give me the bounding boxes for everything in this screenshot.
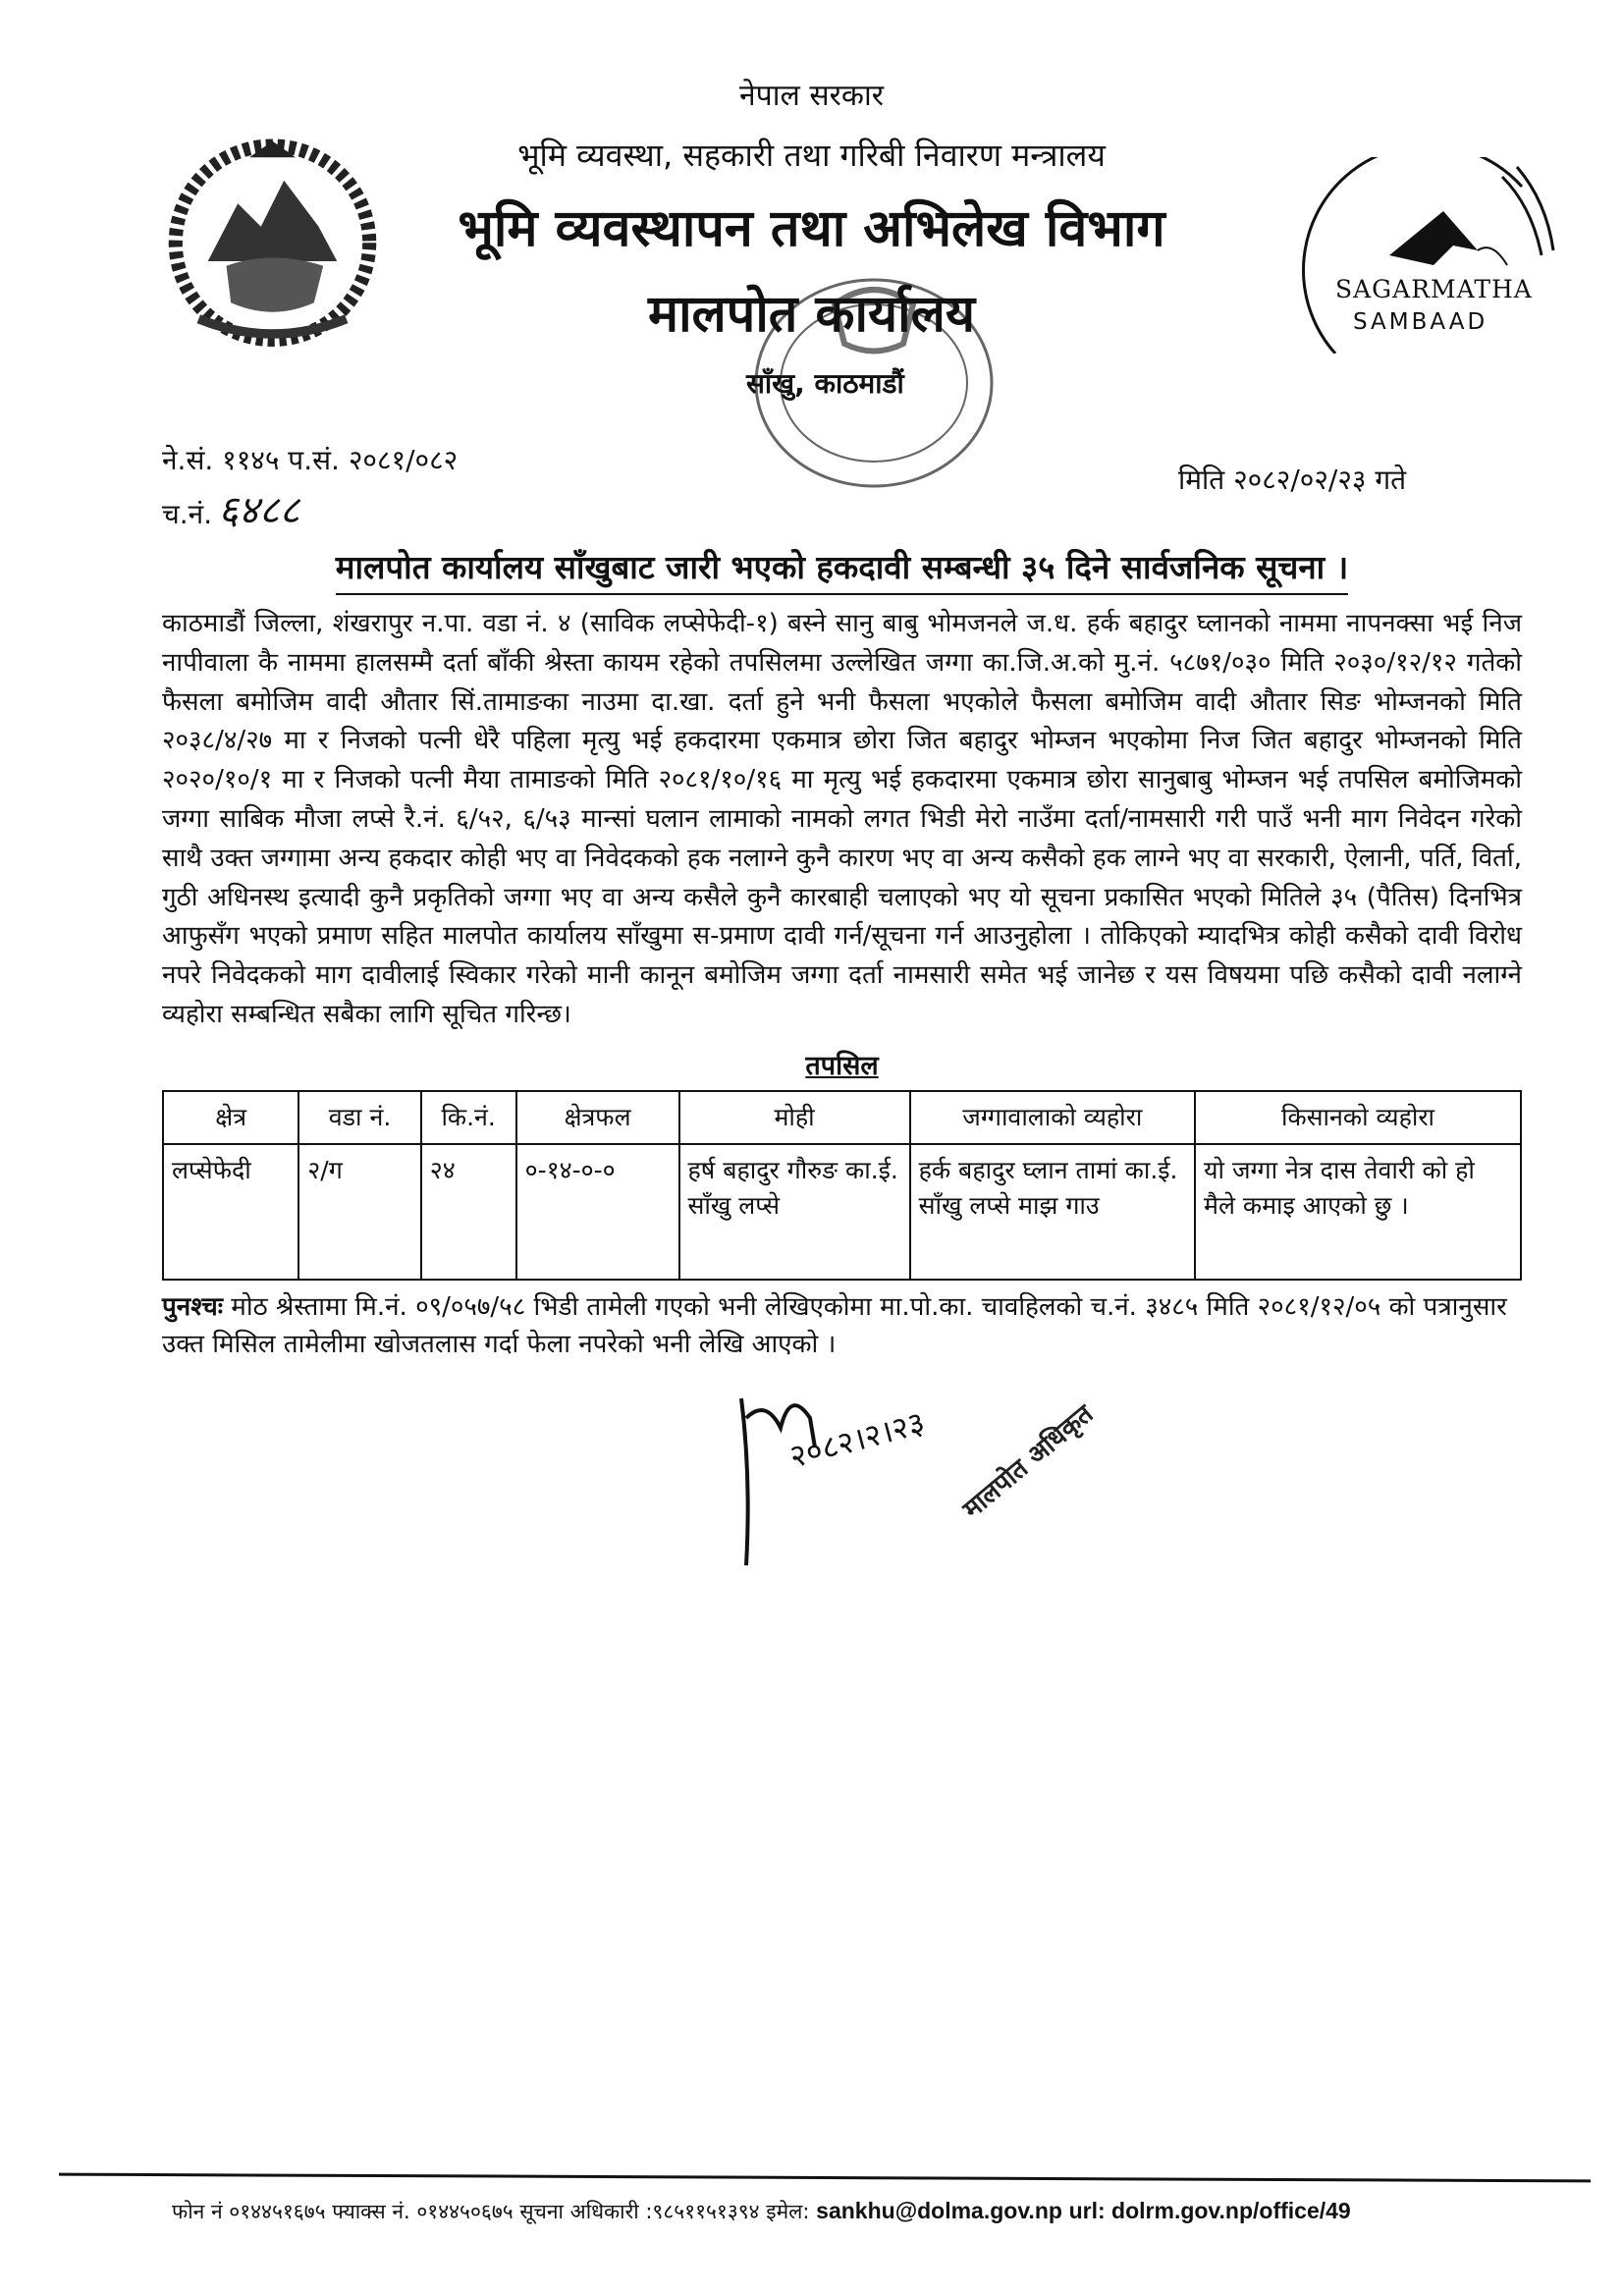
footer-url: url: dolrm.gov.np/office/49 bbox=[1068, 2198, 1351, 2223]
issue-date: मिति २०८२/०२/२३ गते bbox=[1178, 464, 1407, 496]
table-cell: २/ग bbox=[298, 1144, 420, 1280]
column-header: क्षेत्र bbox=[163, 1091, 298, 1144]
postscript-label: पुनश्चः bbox=[162, 1291, 224, 1322]
footer-phone: फोन नं ०१४४५१६७५ bbox=[172, 2200, 326, 2223]
column-header: जग्गावालाको व्यहोरा bbox=[910, 1091, 1195, 1144]
footer-divider bbox=[59, 2173, 1591, 2183]
schedule-table bbox=[162, 1090, 1522, 1281]
notice-body: काठमाडौं जिल्ला, शंखरापुर न.पा. वडा नं. ४ (साविक लप्सेफेदी-१) बस्ने सानु बाबु भोमजनले ज.ध. हर्क बहादुर घ्लानको नाममा नापनक्सा भई निज नापीवाला कै नाममा हालसम्मै दर्ता बाँकी श्रेस्ता कायम रहेको तपसिलमा उल्लेखित जग्गा का.जि.अ.को मु.नं. ५८७१/०३० मिति २०३०/१२/१२ गतेको फैसला बमोजिम वादी औतार सिं.तामाङका नाउमा दा.खा. दर्ता हुने भनी फैसला भएकोले फैसला बमोजिम वादी औतार सिङ भोम्जनको मिति २०३८/४/२७ मा र निजको पत्नी धेरै पहिला मृत्यु भई हकदारमा एकमात्र छोरा जित बहादुर भोम्जन भएकोमा निज जित बहादुर भोम्जनको मिति २०२०/१०/१ मा र निजको पत्नी मैया तामाङको मिति २०८१/१०/१६ मा मृत्यु भई हकदारमा एकमात्र छोरा सानुबाबु भोम्जन भई तपसिल बमोजिमको जग्गा साबिक मौजा लप्से रै.नं. ६/५२, ६/५३ मान्सां घलान लामाको नामको लगत भिडी मेरो नाउँमा दर्ता/नामसारी गरी पाउँ भनी माग निवेदन गरेको साथै उक्त जग्गामा अन्य हकदार कोही भए वा निवेदकको हक नलाग्ने कुनै कारण भए वा अन्य कसैको हक लाग्ने भए वा सरकारी, ऐलानी, पर्ति, विर्ता, गुठी अधिनस्थ इत्यादी कुनै प्रकृतिको जग्गा भए वा अन्य कसैले कुनै कारबाही चलाएको भए यो सूचना प्रकासित भएको मितिले ३५ (पैतिस) दिनभित्र आफुसँग भएको प्रमाण सहित मालपोत कार्यालय साँखुमा स-प्रमाण दावी गर्न/सूचना गर्न आउनुहोला । तोकिएको म्यादभित्र कोही कसैको दावी विरोध नपरे निवेदकको माग दावीलाई स्विकार गरेको मानी कानून बमोजिम जग्गा दर्ता नामसारी समेत भई जानेछ र यस विषयमा पछि कसैको दावी नलाग्ने व्यहोरा सम्बन्धित सबैका लागि सूचित गरिन्छ। bbox=[162, 609, 1523, 1029]
footer-info-officer: सूचना अधिकारी :९८५११५१३९४ bbox=[519, 2200, 760, 2223]
column-header: कि.नं. bbox=[421, 1091, 516, 1144]
signature-date: २०८२।२।२३ bbox=[785, 1402, 929, 1476]
column-header: क्षेत्रफल bbox=[516, 1091, 679, 1144]
reference-number: ने.सं. ११४५ प.सं. २०८१/०८२ bbox=[162, 444, 459, 476]
chalan-value: ६४८८ bbox=[218, 488, 300, 533]
column-header: मोही bbox=[679, 1091, 910, 1144]
postscript bbox=[162, 1288, 1522, 1363]
table-row bbox=[163, 1144, 1521, 1280]
footer-contact bbox=[172, 2196, 1351, 2226]
table-header-row bbox=[163, 1091, 1521, 1144]
notice-content bbox=[162, 546, 1522, 1575]
logo-text-sagarmatha: SAGARMATHA bbox=[1335, 275, 1533, 303]
logo-text-sambaad: SAMBAAD bbox=[1353, 309, 1488, 335]
table-cell: यो जग्गा नेत्र दास तेवारी को हो मैले कमाइ आएको छु । bbox=[1195, 1144, 1521, 1280]
notice-heading: मालपोत कार्यालय साँखुबाट जारी भएको हकदावी सम्बन्धी ३५ दिने सार्वजनिक सूचना । bbox=[336, 546, 1348, 595]
office-location: साँखु, काठमाडौं bbox=[746, 367, 904, 400]
footer-fax: फ्याक्स नं. ०१४४५०६७५ bbox=[332, 2200, 514, 2223]
column-header: वडा नं. bbox=[298, 1091, 420, 1144]
table-cell: लप्सेफेदी bbox=[163, 1144, 298, 1280]
chalan-number bbox=[162, 486, 299, 539]
table-cell: हर्क बहादुर घ्लान तामां का.ई. साँखु लप्से माझ गाउ bbox=[910, 1144, 1195, 1280]
table-cell: ०-१४-०-० bbox=[516, 1144, 679, 1280]
office-name: मालपोत कार्यालय bbox=[647, 285, 976, 344]
schedule-title: तपसिल bbox=[805, 1050, 879, 1081]
table-cell: हर्ष बहादुर गौरुङ का.ई. साँखु लप्से bbox=[679, 1144, 910, 1280]
chalan-label: च.नं. bbox=[162, 498, 213, 530]
footer-email: sankhu@dolma.gov.np bbox=[816, 2198, 1062, 2223]
postscript-text: मोठ श्रेस्तामा मि.नं. ०९/०५७/५८ भिडी तामेली गएको भनी लेखिएकोमा मा.पो.का. चावहिलको च.नं. ३४८५ मिति २०८१/१२/०५ को पत्रानुसार उक्त मिसिल तामेलीमा खोजतलास गर्दा फेला नपरेको भनी लेखि आएको । bbox=[162, 1291, 1507, 1359]
department-name: भूमि व्यवस्थापन तथा अभिलेख विभाग bbox=[458, 199, 1165, 258]
signature bbox=[722, 1379, 1134, 1575]
table-cell: २४ bbox=[421, 1144, 516, 1280]
officer-stamp: मालपोत अधिकृत bbox=[957, 1398, 1100, 1525]
footer-email-label: इमेल: bbox=[766, 2200, 810, 2223]
ministry-name: भूमि व्यवस्था, सहकारी तथा गरिबी निवारण मन्त्रालय bbox=[517, 137, 1106, 174]
column-header: किसानको व्यहोरा bbox=[1195, 1091, 1521, 1144]
government-name: नेपाल सरकार bbox=[739, 79, 884, 113]
